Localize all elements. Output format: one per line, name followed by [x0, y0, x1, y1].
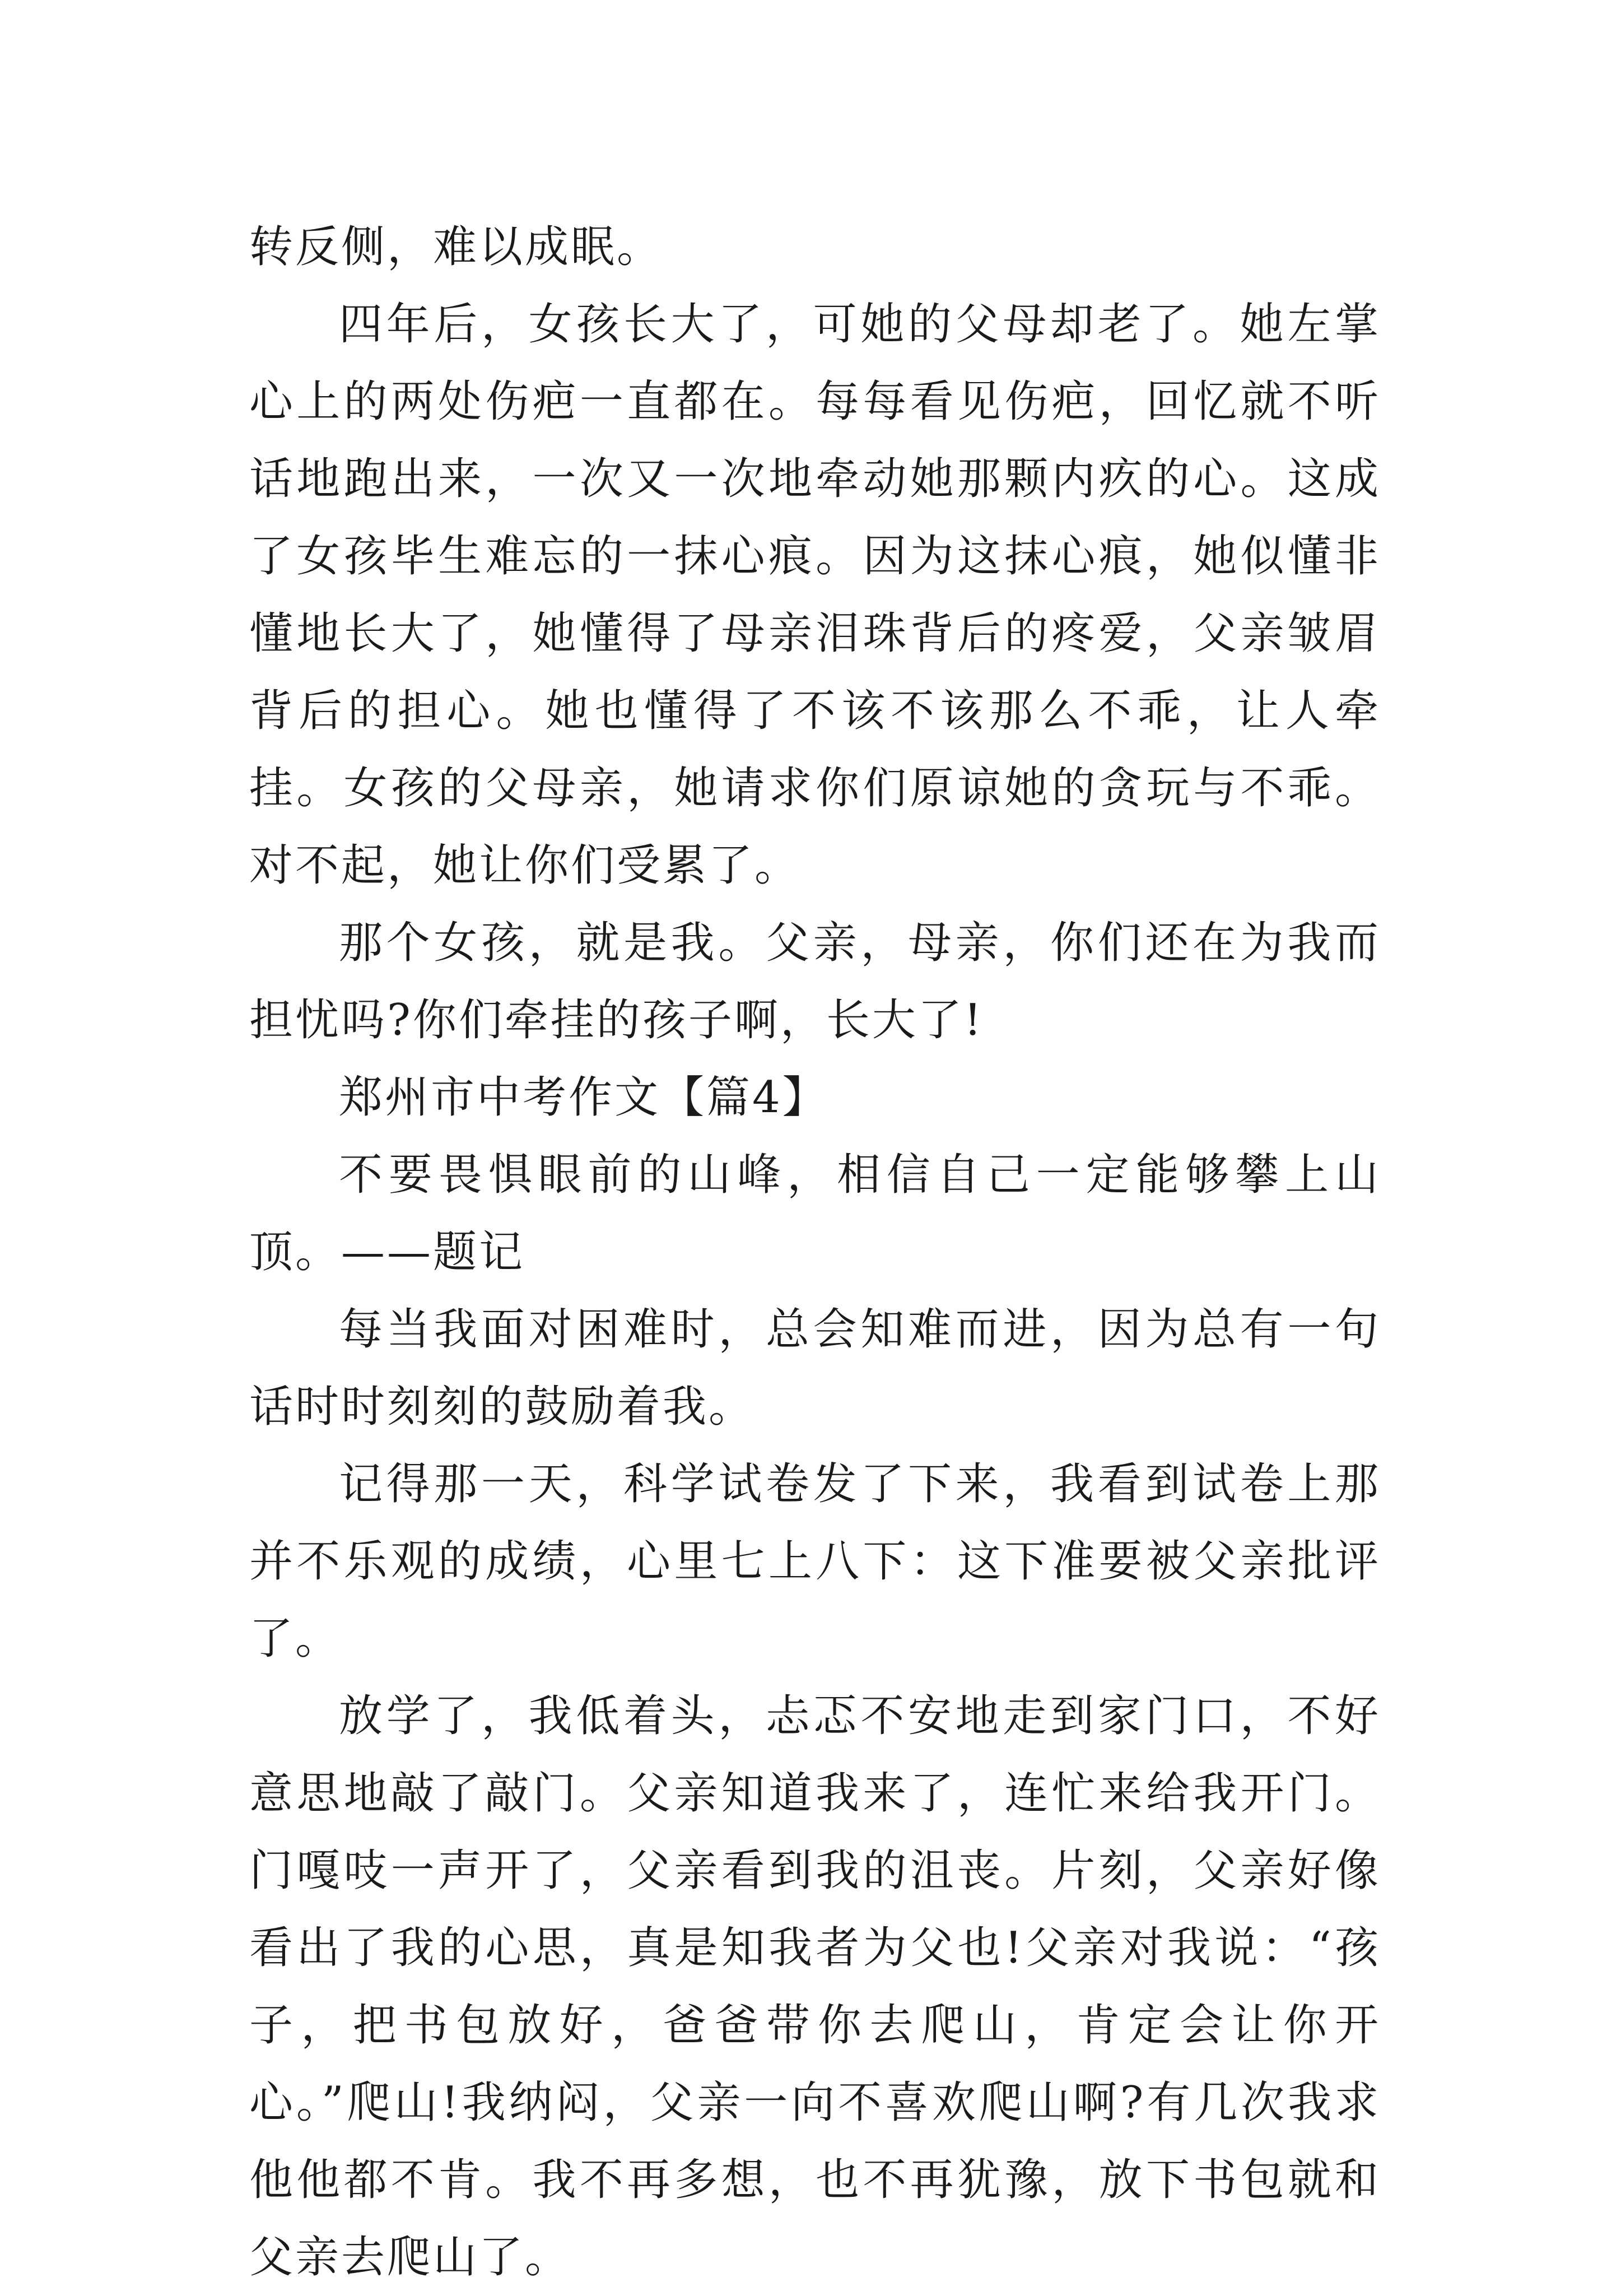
paragraph-after-school: 放学了，我低着头，忐忑不安地走到家门口，不好意思地敲了敲门。父亲知道我来了，连忙来给我开门。门嘎吱一声开了，父亲看到我的沮丧。片刻，父亲好像看出了我的心思，真是知我者为父也!父亲对我说：“孩子，把书包放好，爸爸带你去爬山，肯定会让你开心。”爬山!我纳闷，父亲一向不喜欢爬山啊?有几次我求他他都不肯。我不再多想，也不再犹豫，放下书包就和父亲去爬山了。: [249, 1691, 1381, 2283]
paragraph-epigraph: 不要畏惧眼前的山峰，相信自己一定能够攀上山顶。——题记: [249, 1150, 1381, 1277]
paragraph-science-exam: 记得那一天，科学试卷发了下来，我看到试卷上那并不乐观的成绩，心里七上八下：这下准要被父亲批评了。: [249, 1459, 1381, 1664]
paragraph-that-girl: 那个女孩，就是我。父亲，母亲，你们还在为我而担忧吗?你们牵挂的孩子啊，长大了!: [249, 918, 1381, 1045]
paragraph-continuation: 转反侧，难以成眠。: [249, 222, 663, 272]
document-body: [249, 208, 1381, 2296]
section-heading: 郑州市中考作文【篇4】: [339, 1072, 828, 1123]
paragraph-facing-difficulty: 每当我面对困难时，总会知难而进，因为总有一句话时时刻刻的鼓励着我。: [249, 1304, 1381, 1432]
paragraph-four-years-later: 四年后，女孩长大了，可她的父母却老了。她左掌心上的两处伤疤一直都在。每每看见伤疤，回忆就不听话地跑出来，一次又一次地牵动她那颗内疚的心。这成了女孩毕生难忘的一抹心痕。因为这抹心痕，她似懂非懂地长大了，她懂得了母亲泪珠背后的疼爱，父亲皱眉背后的担心。她也懂得了不该不该那么不乖，让人牵挂。女孩的父母亲，她请求你们原谅她的贪玩与不乖。对不起，她让你们受累了。: [249, 299, 1381, 891]
